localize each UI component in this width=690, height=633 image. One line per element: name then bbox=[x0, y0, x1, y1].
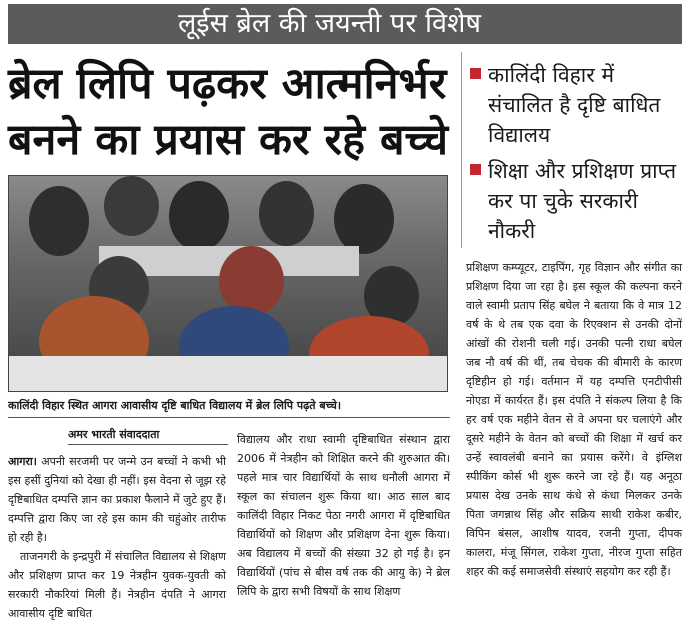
column-divider bbox=[461, 52, 462, 248]
highlight-item bbox=[470, 156, 685, 246]
article-paragraph: प्रशिक्षण कम्प्यूटर, टाइपिंग, गृह विज्ञान और संगीत का प्रशिक्षण दिया जा रहा है। इस स्कूल की कल्पना करने वाले स्वामी प्रताप सिंह बघेल ने बताया कि वे मात्र 12 वर्ष के थे तब एक दवा के रिएक्शन से उनकी दोनों आंखों की रोशनी चली गई। उनकी पत्नी राधा बघेल जब नौ वर्ष की थीं, तब चेचक की बीमारी के कारण दृष्टिहीन हो गई। वर्तमान में यह दम्पत्ति एनटीपीसी नोएडा में कार्यरत हैं। इस दंपति ने संकल्प लिया है कि हर वर्ष एक महीने वेतन से वे अपना घर चलाएंगे और दूसरे महीने के वेतन को बच्चों की शिक्षा में खर्च कर उन्हें स्वावलंबी बनाने का प्रयास करेंगे। वे इंग्लिश स्पीकिंग कोर्स भी शुरू करने जा रहे हैं। यह अनूठा प्रयास देख उनके साथ कंधे से कंधा मिलकर उनके पिता जगन्नाथ सिंह और सक्रिय साथी राकेश कबीर, विपिन बंसल, आशीष यादव, रजनी गुप्ता, दीपक कालरा, मंजू सिंगल, राकेश गुप्ता, नीरज गुप्ता सहित शहर की कई समाजसेवी संस्थाएं सहयोग कर रही हैं। bbox=[466, 261, 682, 578]
article-text: अपनी सरजमी पर जन्मे उन बच्चों ने कभी भी इस हसीं दुनियां को देखा ही नहीं। इस वेदना से जूझ रहे दृष्टिबाधित दम्पत्ति ज्ञान का प्रकाश फैलाने में जुटे हुए हैं। दम्पत्ति द्वारा किए जा रहे इस काम की चहुंओर तारीफ हो रही है। bbox=[8, 455, 227, 544]
highlight-text: कालिंदी विहार में संचालित है दृष्टि बाधित विद्यालय bbox=[488, 63, 661, 147]
highlight-item bbox=[470, 60, 685, 150]
article-column-1 bbox=[8, 452, 226, 623]
headline bbox=[8, 56, 460, 168]
article-paragraph: ताजनगरी के इन्द्रपुरी में संचालित विद्यालय से शिक्षण और प्रशिक्षण प्राप्त कर 19 नेत्रहीन युवक-युवती को सरकारी नौकरियां मिली हैं। नेत्रहीन दंपति ने आगरा आवासीय दृष्टि बाधित bbox=[8, 550, 226, 620]
article-paragraph bbox=[8, 452, 226, 547]
square-bullet-icon bbox=[470, 164, 481, 175]
byline: अमर भारती संवाददाता bbox=[68, 428, 228, 445]
headline-line-1: ब्रेल लिपि पढ़कर आत्मनिर्भर bbox=[8, 59, 447, 109]
highlight-text: शिक्षा और प्रशिक्षण प्राप्त कर पा चुके सरकारी नौकरी bbox=[488, 159, 677, 243]
article-column-3 bbox=[466, 258, 682, 581]
classroom-photo bbox=[8, 175, 448, 392]
section-banner: लूईस ब्रेल की जयन्ती पर विशेष bbox=[8, 4, 682, 44]
headline-line-2: बनने का प्रयास कर रहे बच्चे bbox=[8, 115, 449, 165]
dateline: आगरा। bbox=[8, 455, 37, 468]
article-column-2 bbox=[237, 430, 450, 601]
highlights-box bbox=[470, 60, 685, 252]
article-paragraph: विद्यालय और राधा स्वामी दृष्टिबाधित संस्थान द्वारा 2006 में नेत्रहीन को शिक्षित करने की शुरुआत की। पहले मात्र चार विद्यार्थियों के साथ धनौली आगरा में स्कूल का संचालन शुरू किया था। आठ साल बाद कालिंदी विहार निकट पेठा नगरी आगरा में दृष्टिबाधित विद्यार्थियों को शिक्षण और प्रशिक्षण देना शुरू किया। अब विद्यालय में बच्चों की संख्या 32 हो गई है। इन विद्यार्थियों (पांच से बीस वर्ष तक की आयु के) ने ब्रेल लिपि के द्वारा सभी विषयों के साथ शिक्षण bbox=[237, 433, 450, 598]
square-bullet-icon bbox=[470, 68, 481, 79]
photo-caption: कालिंदी विहार स्थित आगरा आवासीय दृष्टि बाधित विद्यालय में ब्रेल लिपि पढ़ते बच्चे। bbox=[8, 398, 450, 418]
